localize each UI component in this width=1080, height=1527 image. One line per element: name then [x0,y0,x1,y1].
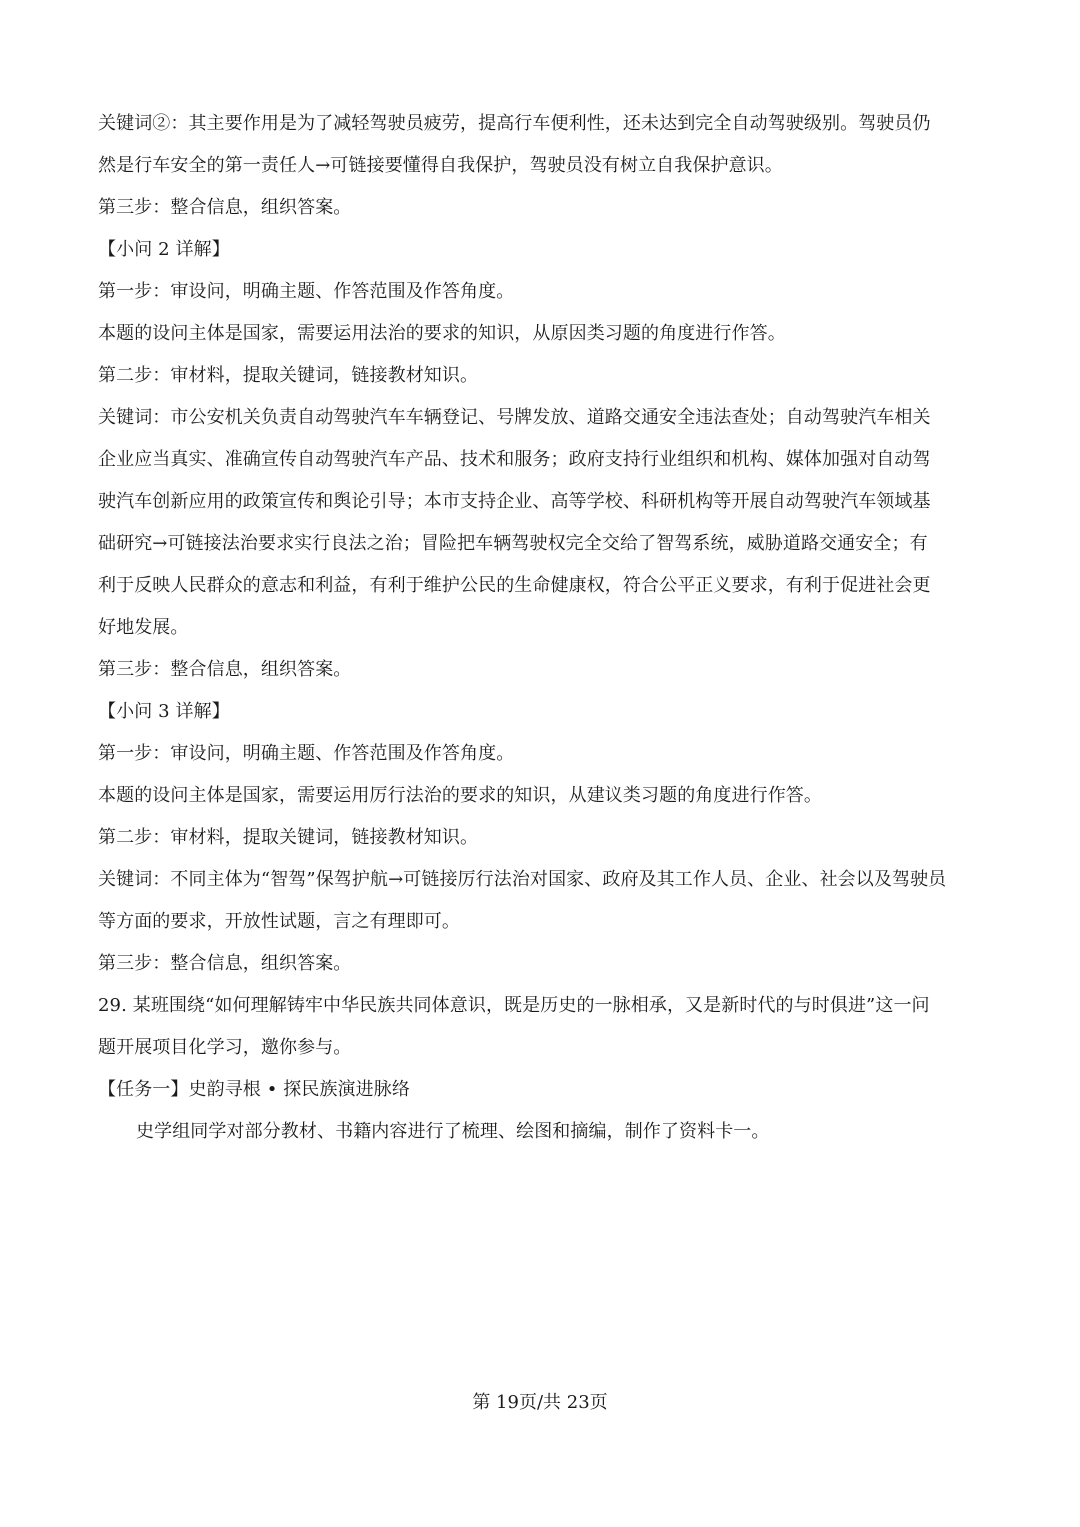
text-line: 第一步：审设问，明确主题、作答范围及作答角度。 [98,743,515,764]
page-number: 第 19页/共 23页 [472,1392,608,1413]
question-line: 题开展项目化学习，邀你参与。 [98,1037,352,1058]
text-line: 企业应当真实、准确宣传自动驾驶汽车产品、技术和服务；政府支持行业组织和机构、媒体加强对自动驾 [98,449,931,470]
text-line: 等方面的要求，开放性试题，言之有理即可。 [98,911,460,932]
text-line: 第一步：审设问，明确主题、作答范围及作答角度。 [98,281,515,302]
text-line: 第三步：整合信息，组织答案。 [98,953,352,974]
text-line: 史学组同学对部分教材、书籍内容进行了梳理、绘图和摘编，制作了资料卡一。 [136,1121,770,1142]
text-line: 关键词：市公安机关负责自动驾驶汽车车辆登记、号牌发放、道路交通安全违法查处；自动驾驶汽车相关 [98,407,931,428]
text-line: 础研究→可链接法治要求实行良法之治；冒险把车辆驾驶权完全交给了智驾系统，威胁道路交通安全；有 [98,533,928,554]
text-line: 第二步：审材料，提取关键词，链接教材知识。 [98,827,479,848]
section-heading: 【小问 2 详解】 [98,239,230,260]
question-line: 29. 某班围绕“如何理解铸牢中华民族共同体意识，既是历史的一脉相承，又是新时代的与时俱进”这一问 [98,995,930,1016]
text-line: 然是行车安全的第一责任人→可链接要懂得自我保护，驾驶员没有树立自我保护意识。 [98,155,783,176]
text-line: 好地发展。 [98,617,189,638]
text-line: 关键词：不同主体为“智驾”保驾护航→可链接厉行法治对国家、政府及其工作人员、企业、社会以及驾驶员 [98,869,947,890]
text-line: 第三步：整合信息，组织答案。 [98,659,352,680]
text-line: 第三步：整合信息，组织答案。 [98,197,352,218]
text-line: 本题的设问主体是国家，需要运用厉行法治的要求的知识，从建议类习题的角度进行作答。 [98,785,822,806]
document-body [98,103,982,1153]
task-heading: 【任务一】史韵寻根 • 探民族演进脉络 [98,1079,410,1100]
text-line: 驶汽车创新应用的政策宣传和舆论引导；本市支持企业、高等学校、科研机构等开展自动驾驶汽车领域基 [98,491,931,512]
text-line: 第二步：审材料，提取关键词，链接教材知识。 [98,365,479,386]
text-line: 利于反映人民群众的意志和利益，有利于维护公民的生命健康权，符合公平正义要求，有利于促进社会更 [98,575,931,596]
text-line: 本题的设问主体是国家，需要运用法治的要求的知识，从原因类习题的角度进行作答。 [98,323,786,344]
section-heading: 【小问 3 详解】 [98,701,230,722]
text-line: 关键词②：其主要作用是为了减轻驾驶员疲劳，提高行车便利性，还未达到完全自动驾驶级别。驾驶员仍 [98,113,931,134]
